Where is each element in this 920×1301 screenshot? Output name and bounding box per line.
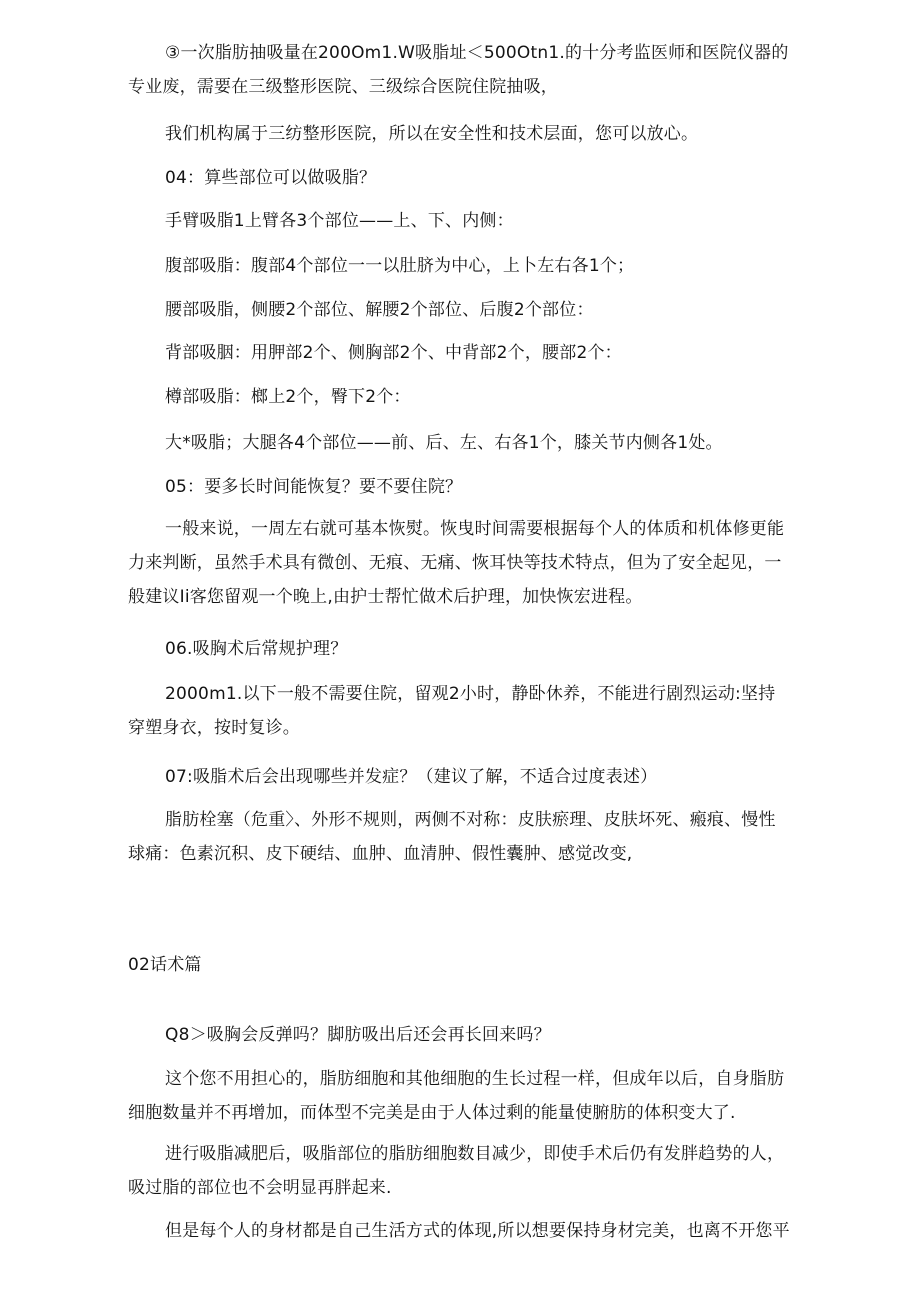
paragraph-thigh-liposuction: 大*吸脂；大腿各4个部位——前、后、左、右各1个，膝关节内侧各1处。	[165, 433, 723, 453]
question-07-heading: 07:吸脂术后会出现哪些并发症？（建议了解，不适合过度表述）	[165, 767, 658, 787]
paragraph-waist-liposuction: 腰部吸脂，侧腰2个部位、解腰2个部位、后腹2个部位：	[165, 300, 594, 320]
paragraph-back-liposuction: 背部吸胭：用胛部2个、侧胸部2个、中背部2个，腰部2个：	[165, 343, 622, 363]
paragraph-lifestyle: 但是每个人的身材都是自己生活方式的体现,所以想要保持身材完美，也离不开您平	[165, 1221, 790, 1241]
paragraph-recovery-time: 一般来说，一周左右就可基本恢熨。恢曳时间需要根据每个人的体质和机体修更能力来判断，虽然手术具有微创、无痕、无痛、恢耳快等技术特点，但为了安全起见，一般建议Ii客您留观一个晚上,由护士帮忙做术后护理，加快恢宏进程。	[128, 519, 785, 607]
paragraph-arm-liposuction: 手臂吸脂1上臂各3个部位——上、下、内侧：	[165, 211, 514, 231]
paragraph-fat-cells-explanation: 这个您不用担心的，脂肪细胞和其他细胞的生长过程一样，但成年以后，自身脂肪细胞数量并不再增加，而体型不完美是由于人体过剩的能量使腑肪的体积变大了.	[128, 1069, 785, 1123]
paragraph-after-liposuction: 进行吸脂减肥后，吸脂部位的脂肪细胞数目减少，即使手术后仍有发胖趋势的人，吸过脂的部位也不会明显再胖起来.	[128, 1144, 785, 1198]
paragraph-buttock-liposuction: 樽部吸脂：榔上2个，臀下2个：	[165, 387, 411, 407]
question-08-heading: Q8＞吸胸会反弹吗？脚肪吸出后还会再长回来吗？	[165, 1025, 551, 1045]
section-title: 02话术篇	[128, 955, 202, 975]
paragraph-post-op-care: 2000m1.以下一般不需要住院，留观2小时，静卧休养，不能进行剧烈运动:坚持穿塑身衣，按时复诊。	[128, 684, 776, 738]
question-04-heading: 04：算些部位可以做吸脂？	[165, 168, 377, 188]
paragraph-liposuction-volume: ③一次脂肪抽吸量在200Om1.W吸脂址＜500Otn1.的十分考监医师和医院仪器的专业废，需要在三级整形医院、三级综合医院住院抽吸，	[128, 43, 789, 97]
paragraph-institution-safety: 我们机构属于三纺整形医院，所以在安全性和技术层面，您可以放心。	[165, 124, 699, 144]
question-06-heading: 06.吸胸术后常规护理？	[165, 639, 348, 659]
paragraph-abdomen-liposuction: 腹部吸脂：腹部4个部位一一以肚脐为中心，上卜左右各1个；	[165, 256, 635, 276]
paragraph-complications: 脂肪栓塞（危重〉、外形不规则，两侧不对称：皮肤瘀理、皮肤坏死、瘢痕、慢性球痛：色素沉积、皮下硬结、血肿、血清肿、假性囊肿、感觉改变,	[128, 810, 776, 864]
question-05-heading: 05：要多长时间能恢复？要不要住院？	[165, 477, 463, 497]
